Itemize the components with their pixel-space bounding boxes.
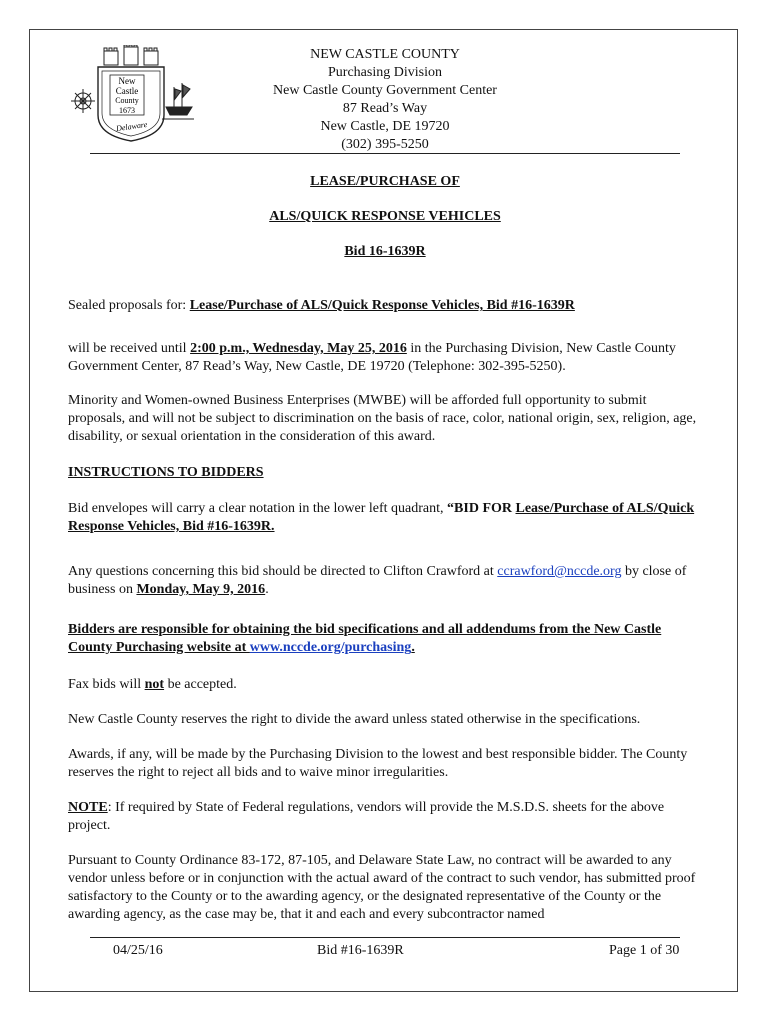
responsible-paragraph	[68, 621, 703, 657]
note-text: : If required by State of Federal regulations, vendors will provide the M.S.D.S. sheets for the above project.	[68, 800, 665, 833]
envelopes-paragraph	[68, 500, 703, 536]
deadline: 2:00 p.m., Wednesday, May 25, 2016	[190, 341, 407, 356]
division: Purchasing Division	[328, 65, 442, 80]
fax-prefix: Fax bids will	[68, 677, 145, 692]
footer-date: 04/25/16	[113, 943, 163, 958]
mwbe-paragraph: Minority and Women-owned Business Enterprises (MWBE) will be afforded full opportunity to submit proposals, and will not be subject to discrimination on the basis of race, color, national origin, sex, religion, age, disability, or sexual orientation in the consideration of this award.	[68, 393, 697, 444]
questions-paragraph	[68, 563, 703, 599]
bid-number-title: Bid 16-1639R	[344, 244, 426, 259]
ordinance-paragraph: Pursuant to County Ordinance 83-172, 87-105, and Delaware State Law, no contract will be awarded to any vendor unless before or in conjunction with the actual award of the contract to such vendor, has submitted proof satisfactory to the County or to the awarding agency, or the designated representative of the County or the awarding agency, as the case may be, that it and each and every subcontractor named	[68, 853, 696, 922]
divide-paragraph: New Castle County reserves the right to divide the award unless stated otherwise in the specifications.	[68, 712, 641, 727]
received-prefix: will be received until	[68, 341, 191, 356]
note-label: NOTE	[68, 800, 108, 815]
footer-bid-number: Bid #16-1639R	[317, 943, 404, 958]
city-state-zip: New Castle, DE 19720	[320, 119, 450, 134]
questions-middle: by close of business on	[68, 564, 687, 597]
notation-lead: “BID FOR	[447, 501, 516, 516]
sealed-proposals-line	[68, 297, 703, 315]
fax-emphasis: not	[144, 677, 165, 692]
header-rule	[90, 153, 680, 154]
received-suffix: in the Purchasing Division, New Castle County Government Center, 87 Read’s Way, New Castle, DE 19720 (Telephone: 302-395-5250).	[68, 341, 676, 374]
seal-name-line-2: Castle	[115, 86, 139, 96]
instructions-heading: INSTRUCTIONS TO BIDDERS	[68, 465, 264, 480]
footer-page-number: Page 1 of 30	[609, 943, 680, 958]
fax-suffix: be accepted.	[164, 677, 237, 692]
responsible-suffix: .	[411, 640, 415, 655]
letterhead	[240, 46, 530, 154]
notation-subject: Lease/Purchase of ALS/Quick Response Vehicles, Bid #16-1639R.	[68, 501, 695, 534]
fax-paragraph	[68, 676, 703, 694]
title-line-2: ALS/QUICK RESPONSE VEHICLES	[269, 209, 501, 224]
phone: (302) 395-5250	[341, 137, 429, 152]
seal-state: Delaware	[115, 119, 148, 134]
sealed-prefix: Sealed proposals for:	[68, 298, 190, 313]
sealed-subject: Lease/Purchase of ALS/Quick Response Vehicles, Bid #16-1639R	[189, 298, 575, 313]
county-seal-logo	[66, 45, 196, 145]
org-name: NEW CASTLE COUNTY	[310, 47, 460, 62]
envelopes-prefix: Bid envelopes will carry a clear notation in the lower left quadrant,	[68, 501, 448, 516]
title-line-1: LEASE/PURCHASE OF	[310, 174, 460, 189]
street: 87 Read’s Way	[342, 101, 428, 116]
questions-prefix: Any questions concerning this bid should be directed to Clifton Crawford at	[68, 564, 498, 579]
responsible-text: Bidders are responsible for obtaining the bid specifications and all addendums from the New Castle County Purchasing website at	[68, 622, 662, 655]
questions-deadline: Monday, May 9, 2016	[136, 582, 266, 597]
questions-suffix: .	[265, 582, 269, 597]
purchasing-website-link[interactable]: www.nccde.org/purchasing	[249, 640, 412, 655]
seal-name-line-3: County	[115, 96, 139, 105]
note-paragraph	[68, 799, 703, 835]
deadline-paragraph	[68, 340, 703, 376]
seal-year: 1673	[119, 106, 135, 115]
contact-email-link[interactable]: ccrawford@nccde.org	[497, 564, 622, 579]
building: New Castle County Government Center	[273, 83, 497, 98]
footer-rule	[90, 937, 680, 938]
seal-name-line-1: New	[118, 76, 136, 86]
awards-paragraph: Awards, if any, will be made by the Purchasing Division to the lowest and best responsible bidder. The County reserves the right to reject all bids and to waive minor irregularities.	[68, 747, 688, 780]
